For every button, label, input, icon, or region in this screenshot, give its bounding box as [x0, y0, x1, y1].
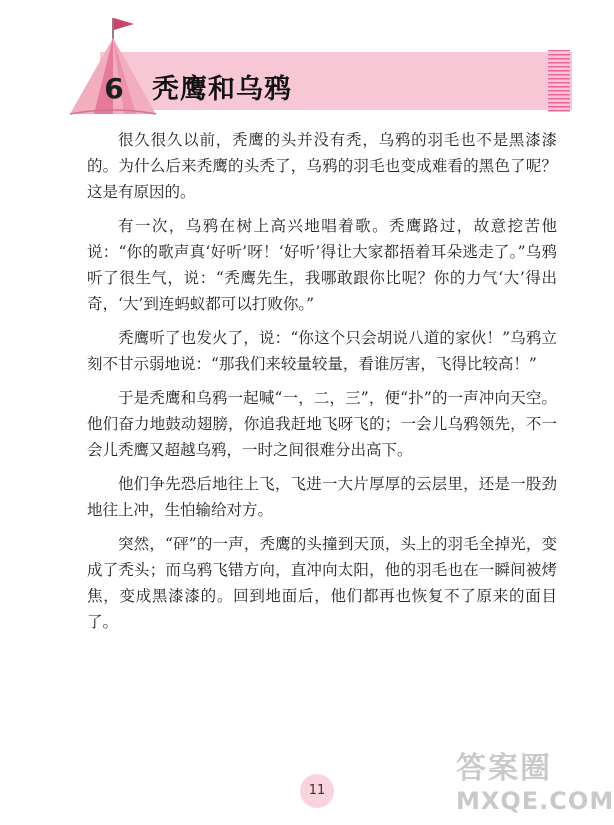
- watermark-logo: [456, 751, 614, 822]
- paragraph: 他们争先恐后地往上飞，飞进一大片厚厚的云层里，还是一股劲地往上冲，生怕输给对方。: [87, 475, 557, 519]
- paragraph: 很久很久以前，秃鹰的头并没有秃，乌鸦的羽毛也不是黑漆漆的。为什么后来秃鹰的头秃了，乌鸦的羽毛也变成难看的黑色了呢？这是有原因的。: [87, 131, 557, 201]
- chapter-title: 秃鹰和乌鸦: [152, 74, 292, 105]
- page-number: 11: [300, 774, 334, 808]
- paragraph: 突然，“砰”的一声，秃鹰的头撞到天顶，头上的羽毛全掉光，变成了秃头；而乌鸦飞错方向，直冲向太阳，他的羽毛也在一瞬间被烤焦，变成黑漆漆的。回到地面后，他们都再也恢复不了原来的面目了。: [87, 535, 557, 631]
- paragraph: 秃鹰听了也发火了，说：“你这个只会胡说八道的家伙！”乌鸦立刻不甘示弱地说：“那我们来较量较量，看谁厉害，飞得比较高！”: [87, 329, 557, 373]
- watermark-top-text: 答案圈: [456, 751, 552, 786]
- chapter-number: 6: [104, 72, 124, 105]
- watermark-bottom-text: MXQE.COM: [456, 787, 614, 815]
- paragraph: 有一次，乌鸦在树上高兴地唱着歌。秃鹰路过，故意挖苦他说：“你的歌声真‘好听’呀！‘好听’得让大家都捂着耳朵逃走了。”乌鸦听了很生气，说：“秃鹰先生，我哪敢跟你比呢？你的力气‘大’得出奇，‘大’到连蚂蚁都可以打败你。”: [87, 217, 557, 313]
- paragraph: 于是秃鹰和乌鸦一起喊“一，二，三”，便“扑”的一声冲向天空。他们奋力地鼓动翅膀，你追我赶地飞呀飞的；一会儿乌鸦领先，不一会儿秃鹰又超越乌鸦，一时之间很难分出高下。: [87, 389, 557, 459]
- story-body: [87, 127, 557, 643]
- header-stripes-decoration: [548, 50, 570, 112]
